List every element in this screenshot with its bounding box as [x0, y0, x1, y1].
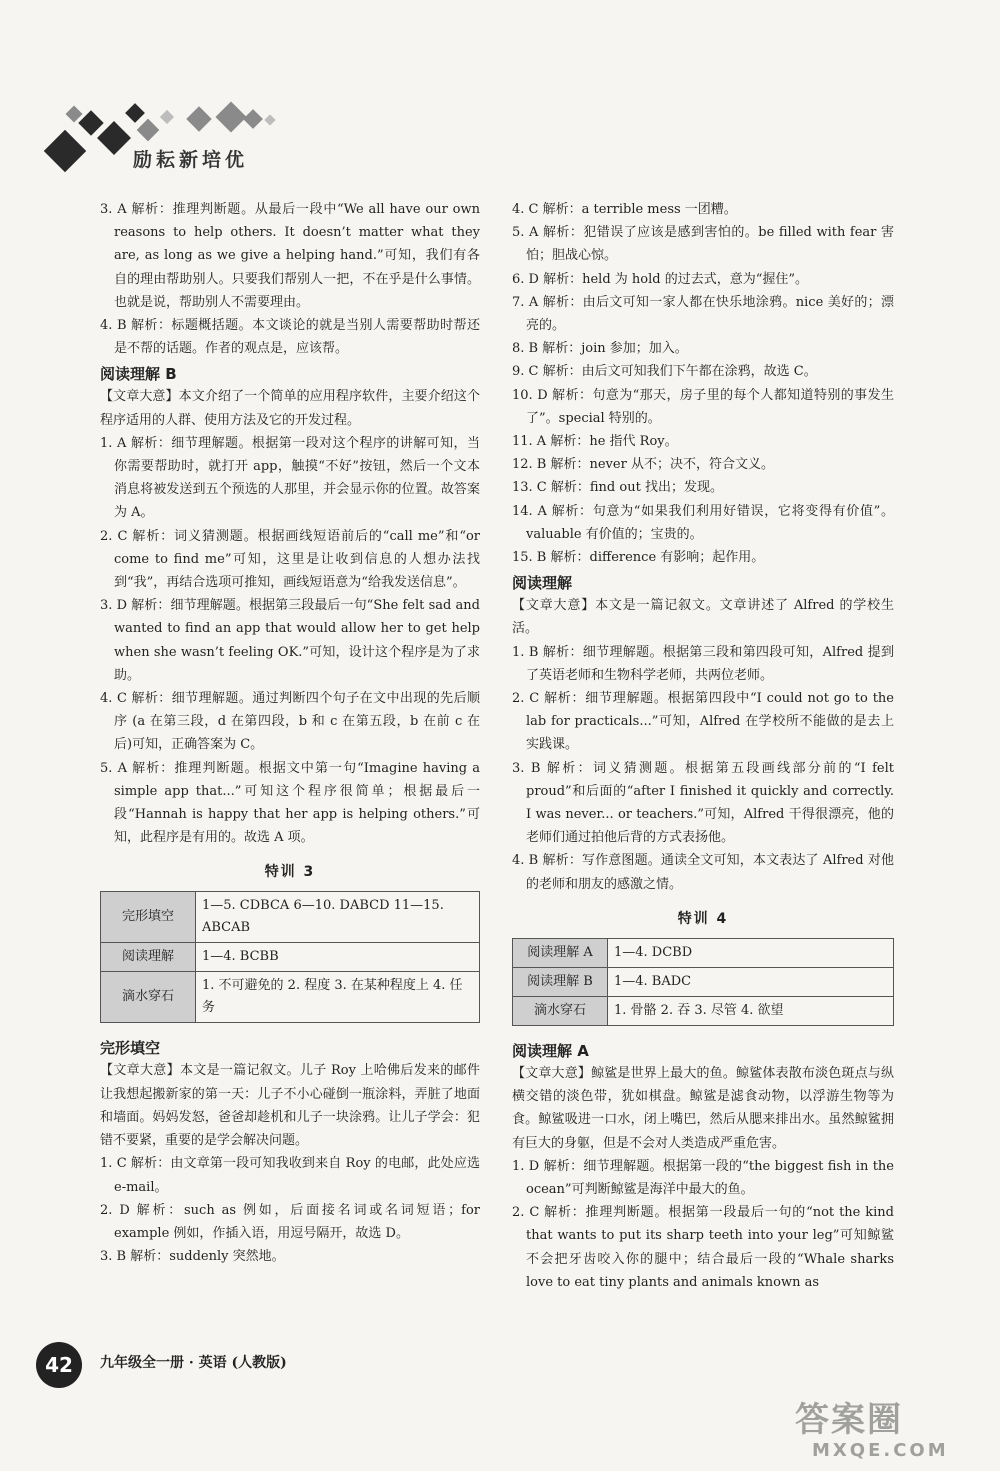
page-number: 42: [36, 1342, 82, 1388]
answer-r10: 10. D 解析：句意为“那天，房子里的每个人都知道特别的事发生了”。special 特别的。: [512, 387, 894, 426]
watermark-logo: 答案圈: [795, 1400, 903, 1440]
summary-reading-a: 【文章大意】鲸鲨是世界上最大的鱼。鲸鲨体表散布淡色斑点与纵横交错的淡色带，犹如棋盘。鲸鲨是滤食动物，以浮游生物等为食。鲸鲨吸进一口水，闭上嘴巴，然后从腮来排出水。虽然鲸鲨拥有巨大的身躯，但是不会对人类造成严重危害。: [512, 1065, 894, 1151]
answer-c1: 1. C 解析：由文章第一段可知我收到来自 Roy 的电邮，此处应选 e-mail。: [100, 1156, 480, 1195]
answer-b5: 5. A 解析：推理判断题。根据文中第一句“Imagine having a simple app that...”可知这个程序很简单；根据最后一段“Hannah is happy that her app is helping others.”可知，此程序是有用的。故选 A 项。: [100, 760, 480, 846]
book-title-footer: 九年级全一册 · 英语 (人教版): [100, 1355, 287, 1371]
watermark-url: MXQE.COM: [812, 1440, 949, 1461]
answer-r5: 5. A 解析：犯错误了应该是感到害怕的。be filled with fear 害怕；胆战心惊。: [512, 225, 894, 264]
table-value: 1—4. DCBD: [608, 938, 894, 967]
training-3-title: 特训 3: [264, 864, 316, 881]
answer-d2: 2. C 解析：细节理解题。根据第四段中“I could not go to the lab for practicals...”可知，Alfred 在学校所不能做的是去上实践课。: [512, 691, 894, 753]
answer-d4: 4. B 解析：写作意图题。通读全文可知，本文表达了 Alfred 对他的老师和朋友的感激之情。: [512, 853, 894, 892]
section-heading-reading-a: 阅读理解 A: [512, 1041, 589, 1060]
answer-r11: 11. A 解析：he 指代 Roy。: [512, 434, 678, 450]
table-row: [513, 996, 894, 1025]
table-key: 滴水穿石: [513, 996, 608, 1025]
section-heading-cloze: 完形填空: [100, 1039, 161, 1058]
answer-d3: 3. B 解析：词义猜测题。根据第五段画线部分前的“I felt proud”和后面的“after I finished it quickly and correctly. I was never... or teachers.”可知，Alfred 干得很漂亮，他的老师们通过拍他后背的方式表扬他。: [512, 760, 894, 846]
answer-b4: 4. C 解析：细节理解题。通过判断四个句子在文中出现的先后顺序 (a 在第三段，d 在第四段，b 和 c 在第五段，b 在前 c 在后)可知，正确答案为 C。: [100, 691, 480, 753]
answer-r13: 13. C 解析：find out 找出；发现。: [512, 480, 723, 496]
answer-d1: 1. B 解析：细节理解题。根据第三段和第四段可知，Alfred 提到了英语老师和生物科学老师，共两位老师。: [512, 644, 894, 683]
training-3-answer-table: [100, 891, 480, 1023]
table-value: 1. 不可避免的 2. 程度 3. 在某种程度上 4. 任务: [196, 972, 480, 1023]
answer-c3: 3. B 解析：suddenly 突然地。: [100, 1249, 285, 1265]
left-column: [100, 198, 480, 1268]
table-row: [101, 943, 480, 972]
table-value: 1—4. BCBB: [196, 943, 480, 972]
summary-reading: 【文章大意】本文是一篇记叙文。文章讲述了 Alfred 的学校生活。: [512, 598, 894, 637]
summary-cloze: 【文章大意】本文是一篇记叙文。儿子 Roy 上哈佛后发来的邮件让我想起搬新家的第一天：儿子不小心碰倒一瓶涂料，弄脏了地面和墙面。妈妈发怒，爸爸却趁机和儿子一块涂鸦。让儿子学会：犯错不要紧，重要的是学会解决问题。: [100, 1063, 480, 1149]
training-4-answer-table: [512, 938, 894, 1026]
answer-r8: 8. B 解析：join 参加；加入。: [512, 341, 688, 357]
answer-r12: 12. B 解析：never 从不；决不，符合文义。: [512, 457, 774, 473]
series-title: 励耘新培优: [133, 149, 249, 171]
table-row: [101, 972, 480, 1023]
answer-r9: 9. C 解析：由后文可知我们下午都在涂鸦，故选 C。: [512, 364, 817, 380]
header-diamond-decoration: [40, 96, 340, 186]
answer-r14: 14. A 解析：句意为“如果我们利用好错误，它将变得有价值”。valuable 有价值的；宝贵的。: [512, 503, 894, 542]
training-4-title: 特训 4: [677, 910, 729, 927]
answer-b1: 1. A 解析：细节理解题。根据第一段对这个程序的讲解可知，当你需要帮助时，就打开 app，触摸“不好”按钮，然后一个文本消息将被发送到五个预选的人那里，并会显示你的位置。故答案为 A。: [100, 435, 480, 521]
summary-reading-b: 【文章大意】本文介绍了一个简单的应用程序软件，主要介绍这个程序适用的人群、使用方法及它的开发过程。: [100, 389, 480, 428]
right-column: [512, 198, 894, 1294]
section-heading-reading-b: 阅读理解 B: [100, 365, 177, 384]
table-key: 阅读理解 B: [513, 967, 608, 996]
answer-a4: 4. B 解析：标题概括题。本文谈论的就是当别人需要帮助时帮还是不帮的话题。作者的观点是，应该帮。: [100, 318, 480, 357]
answer-e2: 2. C 解析：推理判断题。根据第一段最后一句的“not the kind that wants to put its sharp teeth into your leg”可知鲸鲨不会把牙齿咬入你的腿中；结合最后一段的“Whale sharks love to eat tiny plants and animals known as: [512, 1205, 894, 1290]
table-row: [101, 892, 480, 943]
table-key: 阅读理解: [101, 943, 196, 972]
table-key: 滴水穿石: [101, 972, 196, 1023]
answer-a3: 3. A 解析：推理判断题。从最后一段中“We all have our own reasons to help others. It doesn’t matter what they are, as long as we give a helping hand.”可知，我们有各自的理由帮助别人。只要我们帮别人一把，不在乎是什么事情。也就是说，帮助别人不需要理由。: [100, 202, 480, 310]
answer-b3: 3. D 解析：细节理解题。根据第三段最后一句“She felt sad and wanted to find an app that would allow her to get help when she wasn’t feeling OK.”可知，设计这个程序是为了求助。: [100, 598, 480, 683]
answer-r15: 15. B 解析：difference 有影响；起作用。: [512, 550, 765, 566]
table-value: 1—5. CDBCA 6—10. DABCD 11—15. ABCAB: [196, 892, 480, 943]
section-heading-reading: 阅读理解: [512, 574, 573, 593]
answer-r7: 7. A 解析：由后文可知一家人都在快乐地涂鸦。nice 美好的；漂亮的。: [512, 294, 894, 334]
answer-b2: 2. C 解析：词义猜测题。根据画线短语前后的“call me”和“or come to find me”可知，这里是让收到信息的人想办法找到“我”，再结合选项可推知，画线短语意为“给我发送信息”。: [100, 528, 480, 591]
table-value: 1. 骨骼 2. 吞 3. 尽管 4. 欲望: [608, 996, 894, 1025]
table-value: 1—4. BADC: [608, 967, 894, 996]
table-key: 阅读理解 A: [513, 938, 608, 967]
answer-r4: 4. C 解析：a terrible mess 一团糟。: [512, 202, 737, 217]
answer-c2: 2. D 解析：such as 例如，后面接名词或名词短语；for example 例如，作插入语，用逗号隔开，故选 D。: [100, 1202, 480, 1241]
table-key: 完形填空: [101, 892, 196, 943]
table-row: [513, 967, 894, 996]
answer-r6: 6. D 解析：held 为 hold 的过去式，意为“握住”。: [512, 271, 809, 287]
table-row: [513, 938, 894, 967]
answer-e1: 1. D 解析：细节理解题。根据第一段的“the biggest fish in the ocean”可判断鲸鲨是海洋中最大的鱼。: [512, 1158, 894, 1197]
